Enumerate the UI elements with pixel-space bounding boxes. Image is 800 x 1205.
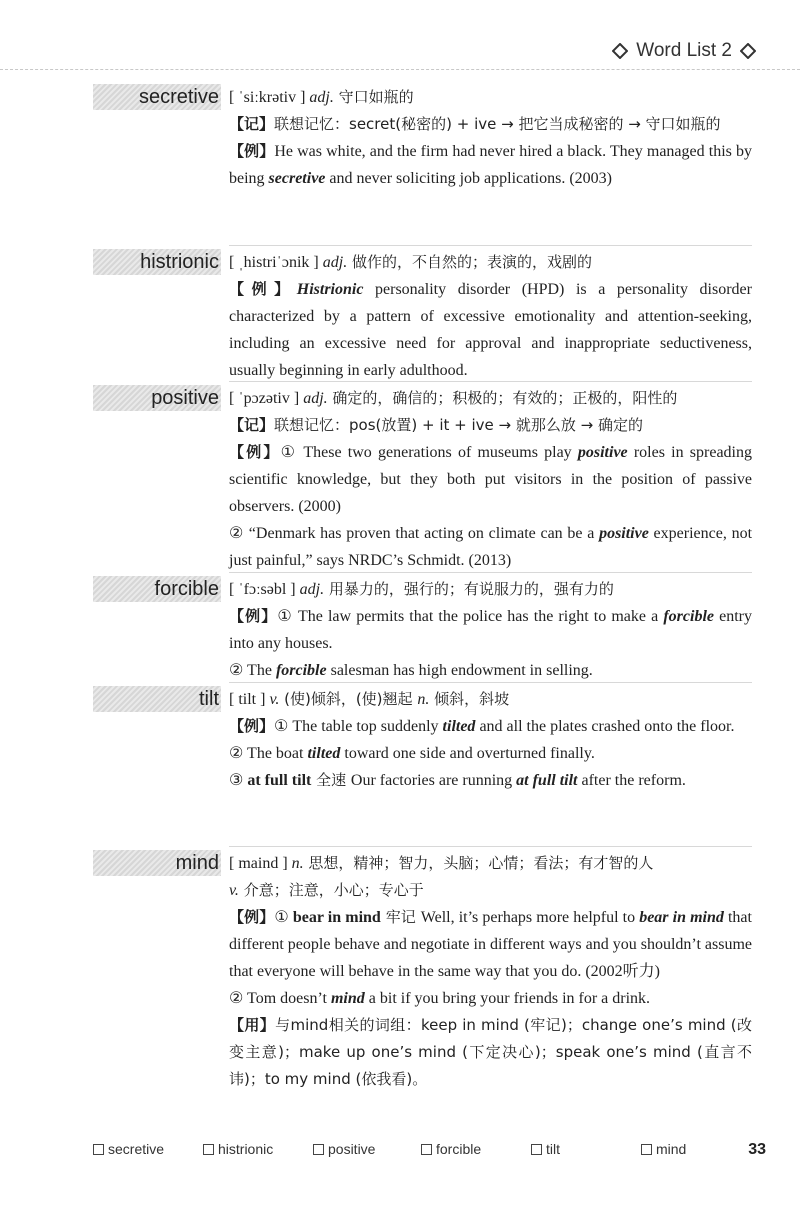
phrase-meaning: 牢记 [380,908,421,926]
example-text: The law permits that the police has the right to make a [292,608,664,625]
example-number: ③ [229,772,244,789]
memo-text: 联想记忆：secret(秘密的) + ive → 把它当成秘密的 → 守口如瓶的 [274,115,721,133]
example-text: “Denmark has proven that acting on climate can be a [244,525,600,542]
part-of-speech: adj. [299,581,325,598]
checklist-item[interactable] [421,1141,481,1157]
part-of-speech: adj. [322,254,348,271]
entry-divider [229,572,752,573]
entry-body [229,576,752,684]
header-divider [0,69,800,70]
phrase: bear in mind [288,909,381,926]
example-tag: 【例】 [229,717,275,735]
example-tag: 【例】 [229,280,297,298]
example-number: ② [229,525,245,542]
headword: tilt [93,686,221,712]
example-number: ② [229,990,244,1007]
example-number: ② [229,662,244,679]
headword: mind [93,850,221,876]
phonetic: [ maind ] [229,855,288,872]
checklist-item[interactable] [531,1141,560,1157]
example-text: personality disorder (HPD) is a personality disorder characterized by a pattern of excessive emotionality and attention-seeking, including an excessive need for approval and inappropriate seductiveness, usually beginning in early adulthood. [229,281,752,379]
example-text: The table top suddenly [288,718,443,735]
example-text: entry into any houses. [229,608,752,652]
example-tag: 【例】 [229,607,278,625]
part-of-speech: adj. [309,89,334,106]
entry-divider [229,381,752,382]
checklist-label: secretive [108,1141,165,1157]
example-text: He was white, and the firm had never hired a black. They managed this by being [229,143,752,187]
entry-body [229,249,752,384]
example-tag: 【例】 [229,142,275,160]
example-number: ① [274,909,289,926]
phonetic: [ ˌhistriˈɔnik ] [229,254,319,271]
keyword: positive [599,525,649,542]
checkbox-icon[interactable] [93,1144,104,1155]
phonetic: [ ˈsiːkrətiv ] [229,89,306,106]
example-text: The boat [243,745,308,762]
memo-tag: 【记】 [229,115,275,133]
phonetic: [ ˈfɔːsəbl ] [229,581,296,598]
example-tag: 【例】 [229,908,275,926]
entry-body [229,84,752,192]
part-of-speech: n. [417,691,430,708]
example-text: toward one side and overturned finally. [340,745,595,762]
headword: histrionic [93,249,221,275]
checklist-label: forcible [436,1141,482,1157]
keyword: positive [577,444,628,461]
example-text: Tom doesn’t [243,990,331,1007]
checkbox-icon[interactable] [531,1144,542,1155]
keyword: mind [330,990,365,1007]
usage-text: 与mind相关的词组：keep in mind (牢记)；change one’s mind (改变主意)；make up one’s mind (下定决心)；speak one’s mind (直言不讳)；to my mind (依我看)。 [229,1016,752,1088]
definition: (使)倾斜，(使)翘起 [279,690,418,708]
example-text: salesman has high endowment in selling. [326,662,593,679]
example-text: that different people behave and negotiate in different ways and you shouldn’t assume that everyone will behave in the same way that you do. (2002听力) [229,909,752,980]
example-text: and never soliciting job applications. (2003) [325,170,613,187]
headword: secretive [93,84,221,110]
memo-tag: 【记】 [229,416,275,434]
checkbox-icon[interactable] [421,1144,432,1155]
entry-body [229,385,752,574]
keyword: Histrionic [296,281,364,298]
headword: forcible [93,576,221,602]
entry-body [229,850,752,1093]
example-number: ① [277,608,293,625]
checkbox-icon[interactable] [641,1144,652,1155]
usage-tag: 【用】 [229,1016,276,1034]
example-text: roles in spreading scientific knowledge, but they both put visitors in the position of passive observers. (2000) [229,444,752,515]
example-number: ① [280,444,298,461]
diamond-icon [612,43,628,59]
keyword: bear in mind [639,909,724,926]
entry-divider [229,682,752,683]
headword: positive [93,385,221,411]
definition: 介意；注意，小心；专心于 [238,881,424,899]
definition: 确定的，确信的；积极的；有效的；正极的，阳性的 [327,389,678,407]
keyword: secretive [268,170,326,187]
keyword: tilted [442,718,476,735]
example-text: Our factories are running [350,772,517,789]
memo-text: 联想记忆：pos(放置) + it + ive → 就那么放 → 确定的 [274,416,643,434]
phrase: at full tilt [243,772,312,789]
example-text: The [243,662,276,679]
word-list-title: Word List 2 [636,40,732,61]
example-text: a bit if you bring your friends in for a drink. [364,990,651,1007]
example-text: Well, it’s perhaps more helpful to [420,909,640,926]
entry-divider [229,846,752,847]
checklist-label: positive [328,1141,376,1157]
keyword: at full tilt [516,772,578,789]
example-text: after the reform. [577,772,686,789]
checklist-label: histrionic [218,1141,274,1157]
checklist-label: tilt [546,1141,560,1157]
checkbox-icon[interactable] [313,1144,324,1155]
phonetic: [ tilt ] [229,691,266,708]
example-text: and all the plates crashed onto the floor. [475,718,735,735]
checklist-item[interactable] [93,1141,164,1157]
checklist-item[interactable] [203,1141,273,1157]
example-text: experience, not just painful,” says NRDC’s Schmidt. (2013) [229,525,753,569]
part-of-speech: v. [269,691,280,708]
part-of-speech: adj. [303,390,328,407]
checklist-item[interactable] [313,1141,375,1157]
definition: 做作的，不自然的；表演的，戏剧的 [347,253,592,271]
example-tag: 【例】 [229,443,281,461]
definition: 用暴力的，强行的；有说服力的，强有力的 [324,580,614,598]
entry-divider [229,245,752,246]
example-number: ② [229,745,244,762]
keyword: forcible [275,662,327,679]
part-of-speech: v. [229,882,239,899]
keyword: forcible [663,608,714,625]
part-of-speech: n. [291,855,304,872]
phrase-meaning: 全速 [311,771,351,789]
phonetic: [ ˈpɔzətiv ] [229,390,300,407]
definition: 倾斜，斜坡 [429,690,510,708]
checklist-label: mind [656,1141,687,1157]
keyword: tilted [307,745,341,762]
checkbox-icon[interactable] [203,1144,214,1155]
definition: 守口如瓶的 [333,88,414,106]
footer-checklist [0,1141,800,1161]
definition: 思想，精神；智力，头脑；心情；看法；有才智的人 [303,854,654,872]
example-text: These two generations of museums play [297,444,578,461]
checklist-item[interactable] [641,1141,686,1157]
page-number: 33 [748,1141,766,1158]
page-header [612,40,756,62]
entry-body [229,686,752,794]
diamond-icon [740,43,756,59]
example-number: ① [274,718,289,735]
